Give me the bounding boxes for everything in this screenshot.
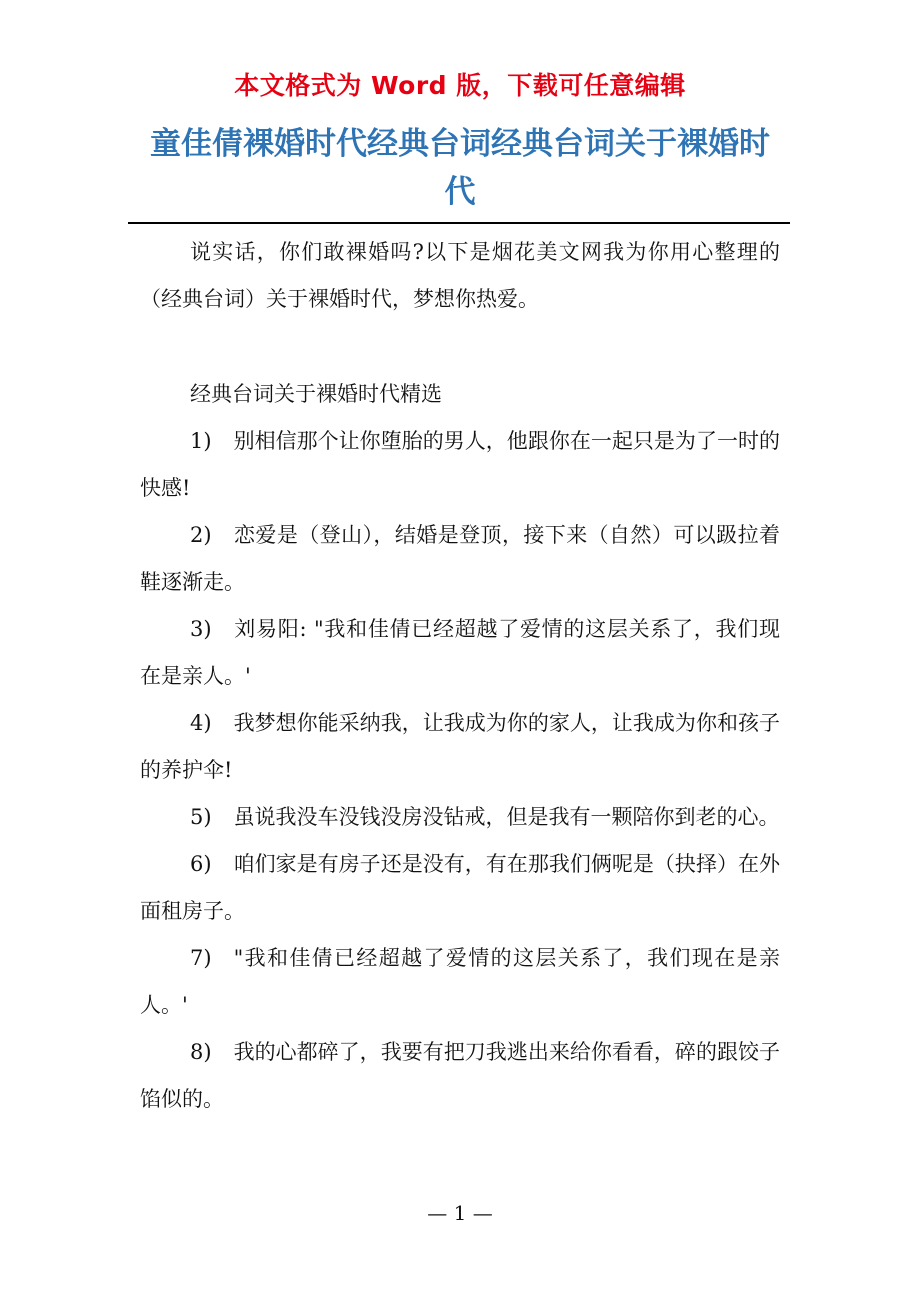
quote-number: 3) (190, 617, 212, 641)
quote-text: 咱们家是有房子还是没有，有在那我们俩呢是（抉择）在外面租房子。 (140, 852, 780, 923)
quote-number: 8) (190, 1040, 212, 1064)
page-number: — 1 — (427, 1201, 493, 1225)
quote-number: 2) (190, 523, 212, 547)
quote-text: 虽说我没车没钱没房没钻戒，但是我有一颗陪你到老的心。 (233, 805, 780, 829)
quote-item (140, 418, 780, 512)
quote-text: "我和佳倩已经超越了爱情的这层关系了，我们现在是亲人。' (140, 946, 780, 1017)
quote-number: 5) (190, 805, 212, 829)
quote-item (140, 1029, 780, 1123)
quote-text: 我梦想你能采纳我，让我成为你的家人，让我成为你和孩子的养护伞! (140, 711, 780, 782)
quote-text: 恋爱是（登山），结婚是登顶，接下来（自然）可以趿拉着鞋逐渐走。 (140, 523, 780, 594)
title-divider (128, 222, 790, 224)
quote-item (140, 512, 780, 606)
quote-number: 1) (190, 429, 212, 453)
download-notice-banner: 本文格式为 Word 版，下载可任意编辑 (234, 71, 686, 100)
quote-item (140, 794, 780, 841)
quote-item (140, 841, 780, 935)
paragraph-spacer (140, 323, 780, 371)
quote-text: 我的心都碎了，我要有把刀我逃出来给你看看，碎的跟饺子馅似的。 (140, 1040, 780, 1111)
quote-number: 7) (190, 946, 212, 970)
quote-item (140, 606, 780, 700)
quote-text: 刘易阳: "我和佳倩已经超越了爱情的这层关系了，我们现在是亲人。' (140, 617, 780, 688)
quote-number: 4) (190, 711, 212, 735)
quote-item (140, 935, 780, 1029)
section-heading: 经典台词关于裸婚时代精选 (190, 382, 442, 406)
document-title: 童佳倩裸婚时代经典台词经典台词关于裸婚时代 (150, 126, 770, 210)
quote-number: 6) (190, 852, 212, 876)
intro-paragraph: 说实话，你们敢裸婚吗?以下是烟花美文网我为你用心整理的（经典台词）关于裸婚时代，梦想你热爱。 (140, 240, 780, 311)
document-body (140, 229, 780, 1123)
quote-item (140, 700, 780, 794)
quote-text: 别相信那个让你堕胎的男人，他跟你在一起只是为了一时的快感! (140, 429, 780, 500)
